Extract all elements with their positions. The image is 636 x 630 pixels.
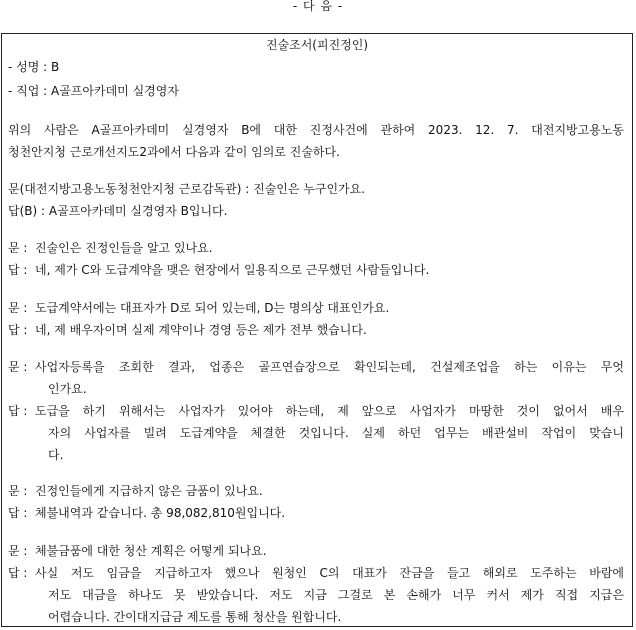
job-line: - 직업 : A골프아카데미 실경영자 <box>8 84 179 98</box>
answer-label: 답 : <box>8 566 28 580</box>
question-text: 체불금품에 대한 청산 계획은 어떻게 되나요. <box>35 544 267 558</box>
answer-1 <box>8 262 624 278</box>
name-line: - 성명 : B <box>8 60 60 74</box>
question-text-cont: 인가요. <box>48 382 87 396</box>
question-label: 문 : <box>8 241 28 255</box>
question-label: 문 : <box>8 360 28 374</box>
statement-title: 진술조서(피진정인) <box>265 38 369 52</box>
question-1 <box>8 240 624 256</box>
answer-text: 체불내역과 같습니다. 총 98,082,810원입니다. <box>35 506 286 520</box>
answer-0: 답(B) : A골프아카데미 실경영자 B입니다. <box>8 204 228 218</box>
question-label: 문 : <box>8 544 28 558</box>
answer-text-cont: 자의 사업자를 빌려 도급계약을 체결한 것입니다. 실제 하던 업무는 배관설비 작업이 맞습니 <box>48 426 624 440</box>
answer-text: 네, 제가 C와 도급계약을 맺은 현장에서 일용직으로 근무했던 사람들입니다. <box>35 263 430 277</box>
question-text: 진정인들에게 지급하지 않은 금품이 있나요. <box>35 484 263 498</box>
answer-text: 사실 저도 임금을 지급하고자 했으나 원청인 C의 대표가 잔금을 들고 해외로 도주하는 바람에 <box>35 566 624 580</box>
answer-text-cont: 저도 대금을 하나도 못 받았습니다. 저도 지금 그걸로 본 손해가 너무 커서 제가 직접 지급은 <box>48 588 624 602</box>
answer-2 <box>8 322 624 338</box>
intro-line-2: 청천안지청 근로개선지도2과에서 다음과 같이 임의로 진술하다. <box>8 145 340 159</box>
intro-line-1: 위의 사람은 A골프아카데미 실경영자 B에 대한 진정사건에 관하여 2023. 12. 7. 대전지방고용노동 <box>8 123 624 137</box>
answer-text-cont: 다. <box>48 448 64 462</box>
question-text: 진술인은 진정인들을 알고 있나요. <box>35 241 213 255</box>
answer-text-cont: 어렵습니다. 간이대지급금 제도를 통해 청산을 원합니다. <box>48 610 342 624</box>
answer-text: 네, 제 배우자이며 실제 계약이나 경영 등은 제가 전부 했습니다. <box>35 323 367 337</box>
answer-5 <box>8 565 624 625</box>
section-header: - 다 음 - <box>292 0 344 13</box>
statement-box <box>1 33 633 627</box>
question-3 <box>8 359 624 397</box>
answer-3 <box>8 403 624 463</box>
answer-label: 답 : <box>8 506 28 520</box>
answer-label: 답 : <box>8 263 28 277</box>
question-text: 도급계약서에는 대표자가 D로 되어 있는데, D는 명의상 대표인가요. <box>35 301 390 315</box>
question-5 <box>8 543 624 559</box>
answer-label: 답 : <box>8 323 28 337</box>
answer-4 <box>8 505 624 521</box>
question-4 <box>8 483 624 499</box>
question-2 <box>8 300 624 316</box>
question-text: 사업자등록을 조회한 결과, 업종은 골프연습장으로 확인되는데, 건설제조업을 하는 이유는 무엇 <box>35 360 624 374</box>
answer-label: 답 : <box>8 404 28 418</box>
answer-text: 도급을 하기 위해서는 사업자가 있어야 하는데, 제 앞으로 사업자가 마땅한 것이 없어서 배우 <box>35 404 624 418</box>
question-0: 문(대전지방고용노동청천안지청 근로감독관) : 진술인은 누구인가요. <box>8 182 366 196</box>
question-label: 문 : <box>8 301 28 315</box>
question-label: 문 : <box>8 484 28 498</box>
